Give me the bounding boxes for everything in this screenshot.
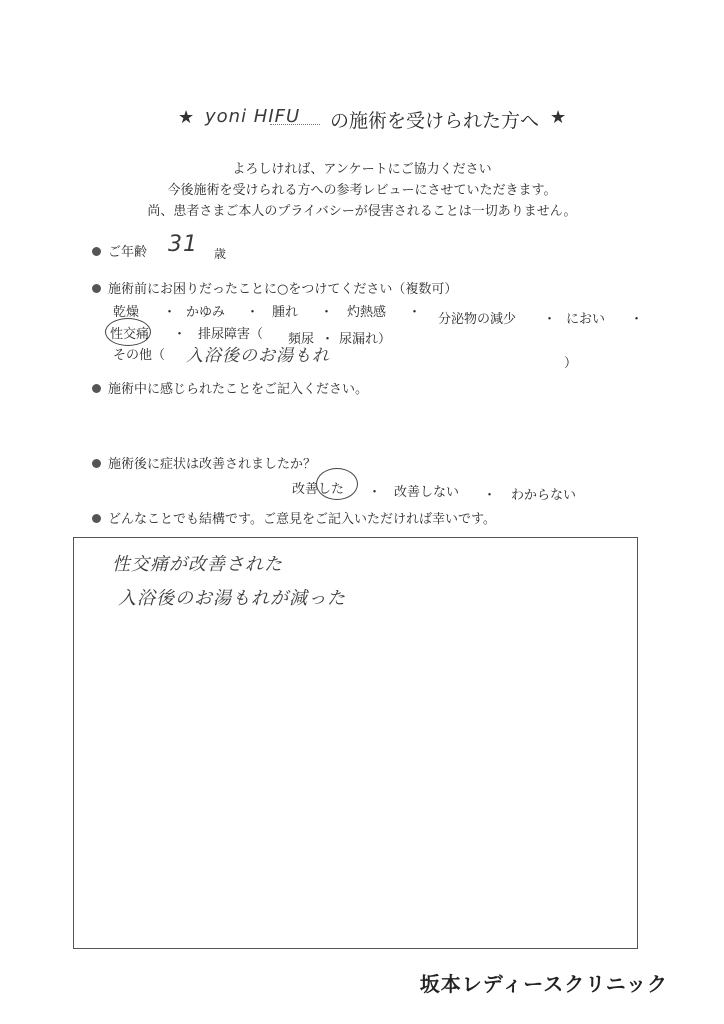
option-discharge-decrease: 分泌物の減少 — [438, 312, 517, 327]
option-improved: 改善した — [292, 482, 345, 497]
comment-box — [73, 537, 638, 949]
option-dyspareunia: 性交痛 — [110, 327, 150, 342]
treatment-blank-line — [270, 124, 320, 125]
option-frequent-urination: 頻尿 — [288, 332, 315, 347]
age-answer: 31 — [168, 232, 198, 257]
option-unknown: わからない — [511, 488, 577, 503]
separator: ・ — [630, 312, 644, 327]
separator: ・ — [368, 485, 382, 500]
before-question-label: 施術前にお困りだったことに○をつけてください（複数可） — [108, 282, 458, 297]
after-question-label: 施術後に症状は改善されましたか？ — [108, 457, 317, 472]
option-incontinence: 尿漏れ） — [339, 332, 392, 347]
option-itching: かゆみ — [186, 305, 226, 320]
intro-line-3: 尚、患者さまご本人のプライバシーが侵害されることは一切ありません。 — [147, 204, 577, 219]
bullet-icon — [92, 284, 101, 293]
intro-line-2: 今後施術を受けられる方への参考レビューにさせていただきます。 — [167, 183, 557, 198]
separator: ・ — [246, 305, 260, 320]
separator: ・ — [173, 327, 187, 342]
comment-question-label: どんなことでも結構です。ご意見をご記入いただければ幸いです。 — [108, 512, 496, 527]
option-burning: 灼熱感 — [347, 305, 387, 320]
bullet-icon — [92, 459, 101, 468]
age-label: ご年齢 — [108, 245, 148, 260]
option-odor: におい — [566, 312, 606, 327]
separator: ・ — [408, 305, 422, 320]
bullet-icon — [92, 384, 101, 393]
during-question-label: 施術中に感じられたことをご記入ください。 — [108, 382, 369, 397]
clinic-name: 坂本レディースクリニック — [419, 972, 668, 996]
intro-line-1: よろしければ、アンケートにご協力ください — [232, 162, 492, 177]
separator: ・ — [543, 312, 557, 327]
separator: ・ — [163, 305, 177, 320]
option-swelling: 腫れ — [272, 305, 299, 320]
option-dryness: 乾燥 — [113, 305, 140, 320]
option-urination-disorder: 排尿障害（ — [198, 327, 264, 342]
separator: ・ — [483, 488, 497, 503]
age-unit: 歳 — [214, 247, 227, 261]
option-other-answer: 入浴後のお湯もれ — [186, 346, 330, 366]
title-suffix: の施術を受けられた方へ — [330, 110, 540, 132]
option-other-label: その他（ — [113, 348, 166, 363]
star-icon: ★ — [550, 107, 567, 128]
survey-title — [0, 100, 724, 140]
option-other-close: ） — [564, 356, 578, 371]
treatment-name-handwritten: yoni HIFU — [205, 106, 301, 127]
star-icon: ★ — [178, 107, 195, 128]
separator: ・ — [321, 332, 335, 347]
option-not-improved: 改善しない — [394, 485, 460, 500]
comment-line-2: 入浴後のお湯もれが減った — [118, 588, 346, 609]
comment-line-1: 性交痛が改善された — [112, 554, 283, 575]
bullet-icon — [92, 514, 101, 523]
separator: ・ — [320, 305, 334, 320]
bullet-icon — [92, 247, 101, 256]
